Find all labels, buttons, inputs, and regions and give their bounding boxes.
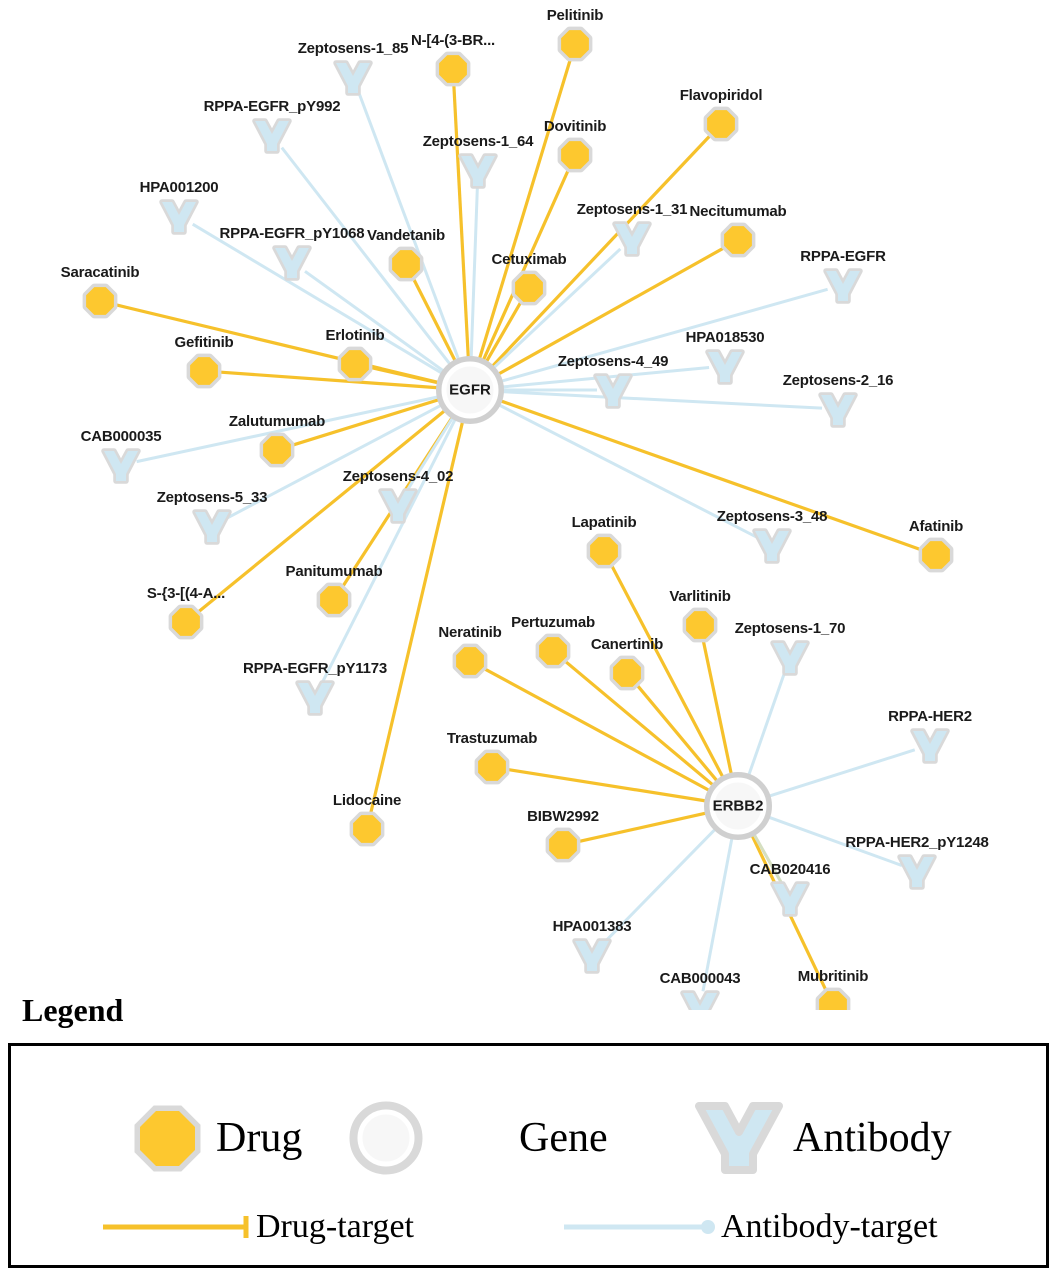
- edge-antibody-target: [703, 837, 732, 991]
- drug-node-shape: [341, 350, 369, 378]
- drug-node-shape: [561, 141, 589, 169]
- drug-node-shape: [86, 287, 114, 315]
- antibody-node-label: Zeptosens-5_33: [156, 489, 268, 506]
- edge-drug-target: [372, 368, 439, 383]
- antibody-node[interactable]: [596, 376, 630, 406]
- drug-node[interactable]: [561, 141, 589, 169]
- drug-node-label: N-[4-(3-BR...: [410, 32, 496, 49]
- drug-node[interactable]: [539, 637, 567, 665]
- drug-node[interactable]: [190, 357, 218, 385]
- drug-node-label: Dovitinib: [543, 118, 607, 135]
- drug-node-label: Pertuzumab: [511, 614, 595, 631]
- edge-layer: [117, 60, 920, 991]
- drug-node-shape: [439, 55, 467, 83]
- drug-node-label: S-{3-[(4-A...: [146, 585, 226, 602]
- drug-node-shape: [190, 357, 218, 385]
- antibody-node-label: RPPA-HER2_pY1248: [845, 834, 989, 851]
- drug-node[interactable]: [392, 250, 420, 278]
- drug-node-label: Lidocaine: [332, 792, 402, 809]
- drug-node[interactable]: [819, 991, 847, 1010]
- drug-node-shape: [922, 541, 950, 569]
- drug-node-shape: [392, 250, 420, 278]
- antibody-node[interactable]: [821, 395, 855, 425]
- edge-drug-target: [479, 60, 570, 359]
- antibody-node-label: RPPA-EGFR: [800, 248, 886, 265]
- drug-node-shape: [707, 110, 735, 138]
- gene-node-label: ERBB2: [712, 797, 764, 815]
- drug-node[interactable]: [549, 831, 577, 859]
- legend-label-antibody-target: Antibody-target: [721, 1208, 938, 1245]
- drug-node-label: Panitumumab: [285, 563, 383, 580]
- antibody-node[interactable]: [104, 451, 138, 481]
- drug-node-shape: [549, 831, 577, 859]
- legend-label-drug-target: Drug-target: [256, 1208, 414, 1245]
- drug-node[interactable]: [456, 647, 484, 675]
- antibody-node[interactable]: [298, 683, 332, 713]
- antibody-node-label: HPA018530: [685, 329, 765, 346]
- antibody-node-label: CAB020416: [749, 861, 831, 878]
- drug-node[interactable]: [707, 110, 735, 138]
- antibody-node[interactable]: [575, 941, 609, 971]
- drug-node-label: Lapatinib: [571, 514, 637, 531]
- drug-node-shape: [724, 226, 752, 254]
- drug-node-label: Pelitinib: [546, 7, 604, 24]
- antibody-node-label: RPPA-EGFR_pY1068: [219, 225, 365, 242]
- drug-node-label: Gefitinib: [174, 334, 234, 351]
- drug-node-label: Vandetanib: [366, 227, 446, 244]
- antibody-node[interactable]: [275, 248, 309, 278]
- drug-node-shape: [613, 659, 641, 687]
- drug-node[interactable]: [515, 274, 543, 302]
- drug-node-label: Saracatinib: [60, 264, 140, 281]
- antibody-node-label: Zeptosens-1_70: [734, 620, 846, 637]
- antibody-node-label: RPPA-EGFR_pY1173: [242, 660, 388, 677]
- antibody-node[interactable]: [900, 857, 934, 887]
- edge-drug-target: [500, 401, 920, 550]
- drug-node-shape: [515, 274, 543, 302]
- antibody-node[interactable]: [755, 531, 789, 561]
- drug-node-label: Flavopiridol: [679, 87, 763, 104]
- drug-node[interactable]: [86, 287, 114, 315]
- antibody-node[interactable]: [162, 202, 196, 232]
- antibody-node[interactable]: [461, 156, 495, 186]
- drug-node[interactable]: [686, 611, 714, 639]
- antibody-node[interactable]: [708, 352, 742, 382]
- drug-node[interactable]: [341, 350, 369, 378]
- drug-node[interactable]: [724, 226, 752, 254]
- antibody-node-label: CAB000043: [659, 970, 741, 987]
- drug-node[interactable]: [561, 30, 589, 58]
- drug-node-label: Cetuximab: [491, 251, 567, 268]
- drug-node-shape: [561, 30, 589, 58]
- legend-gene-icon: [354, 1106, 418, 1170]
- legend-drug-target-edge: [103, 1216, 246, 1238]
- edge-antibody-target: [768, 750, 914, 796]
- drug-node-label: Erlotinib: [325, 327, 385, 344]
- drug-node-shape: [686, 611, 714, 639]
- antibody-node[interactable]: [683, 993, 717, 1010]
- antibody-node-label: Zeptosens-1_31: [576, 201, 688, 218]
- edge-drug-target: [454, 86, 468, 358]
- antibody-node[interactable]: [826, 271, 860, 301]
- antibody-node[interactable]: [255, 121, 289, 151]
- legend-drug-icon: [140, 1111, 195, 1166]
- antibody-node[interactable]: [773, 884, 807, 914]
- antibody-node[interactable]: [773, 643, 807, 673]
- legend-antibody-target-edge: [564, 1220, 715, 1234]
- legend-label-drug: Drug: [216, 1115, 303, 1161]
- edge-antibody-target: [471, 186, 477, 358]
- antibody-node-label: HPA001200: [139, 179, 219, 196]
- edge-antibody-target: [749, 672, 785, 776]
- drug-node-shape: [539, 637, 567, 665]
- antibody-node-label: Zeptosens-1_64: [422, 133, 534, 150]
- drug-node[interactable]: [613, 659, 641, 687]
- drug-node-label: Zalutumumab: [228, 413, 326, 430]
- drug-node[interactable]: [922, 541, 950, 569]
- edge-drug-target: [703, 642, 731, 775]
- antibody-node-label: Zeptosens-4_49: [557, 353, 669, 370]
- legend-antibody-icon: [699, 1106, 779, 1170]
- legend-title: Legend: [22, 992, 124, 1028]
- gene-node-label: EGFR: [449, 381, 491, 399]
- drug-node-shape: [353, 815, 381, 843]
- drug-node-label: Canertinib: [590, 636, 664, 653]
- drug-node[interactable]: [263, 436, 291, 464]
- drug-node[interactable]: [590, 537, 618, 565]
- drug-node-shape: [456, 647, 484, 675]
- antibody-node-label: RPPA-EGFR_pY992: [203, 98, 341, 115]
- antibody-node[interactable]: [336, 63, 370, 93]
- drug-node[interactable]: [353, 815, 381, 843]
- drug-node-shape: [478, 753, 506, 781]
- drug-node-shape: [320, 586, 348, 614]
- drug-node[interactable]: [320, 586, 348, 614]
- drug-node-label: Trastuzumab: [446, 730, 538, 747]
- edge-antibody-target: [502, 392, 822, 409]
- drug-node-shape: [172, 608, 200, 636]
- drug-node-label: Afatinib: [908, 518, 964, 535]
- drug-node[interactable]: [478, 753, 506, 781]
- antibody-node-label: Zeptosens-3_48: [716, 508, 828, 525]
- drug-node-label: Mubritinib: [797, 968, 869, 985]
- drug-node-label: BIBW2992: [527, 808, 599, 825]
- antibody-node-label: CAB000035: [80, 428, 162, 445]
- drug-node-label: Varlitinib: [669, 588, 731, 605]
- drug-node[interactable]: [439, 55, 467, 83]
- drug-node-label: Neratinib: [438, 624, 502, 641]
- antibody-node-label: Zeptosens-4_02: [342, 468, 454, 485]
- legend-label-gene: Gene: [519, 1115, 608, 1161]
- antibody-node-label: RPPA-HER2: [888, 708, 972, 725]
- drug-node[interactable]: [172, 608, 200, 636]
- antibody-node-label: HPA001383: [552, 918, 632, 935]
- antibody-node[interactable]: [913, 731, 947, 761]
- antibody-node[interactable]: [381, 491, 415, 521]
- antibody-node-label: Zeptosens-2_16: [782, 372, 894, 389]
- antibody-node-label: Zeptosens-1_85: [297, 40, 409, 57]
- antibody-node[interactable]: [195, 512, 229, 542]
- drug-node-shape: [263, 436, 291, 464]
- legend-label-antibody: Antibody: [793, 1115, 952, 1161]
- drug-node-label: Necitumumab: [689, 203, 787, 220]
- drug-node-shape: [590, 537, 618, 565]
- legend-box: [8, 1043, 1049, 1268]
